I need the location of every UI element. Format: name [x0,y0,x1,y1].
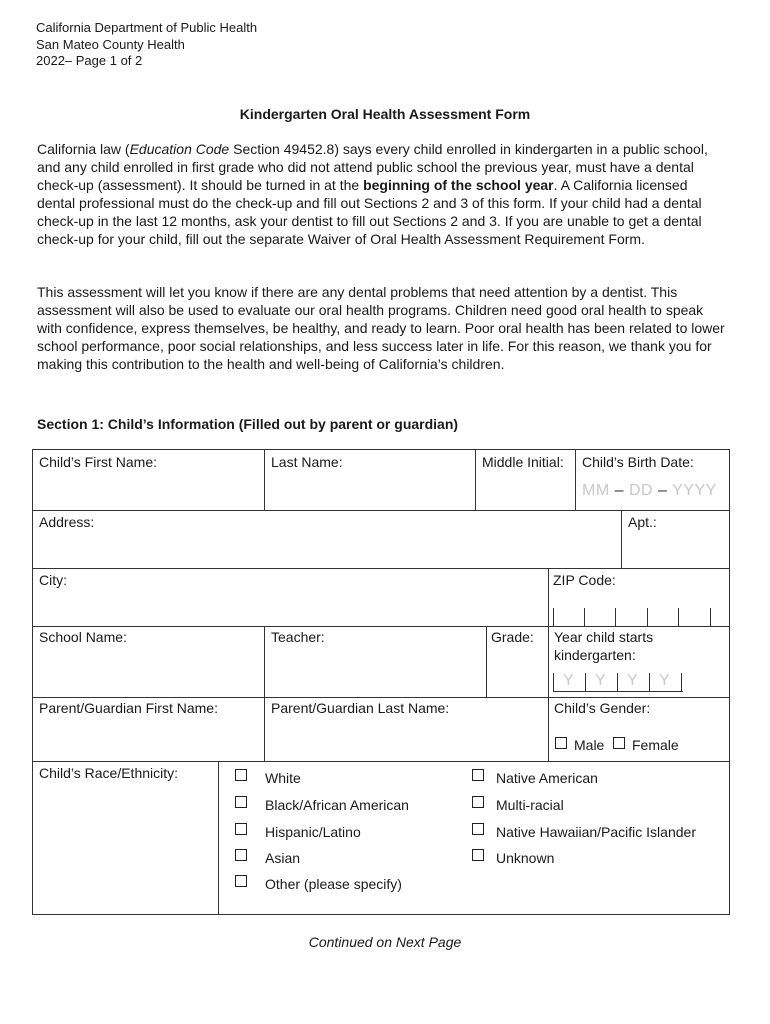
address-input[interactable] [39,534,619,564]
parent-first-name-input[interactable] [39,722,261,756]
section-1-heading: Section 1: Child’s Information (Filled out by parent or guardian) [37,416,459,432]
teacher-input[interactable] [271,654,483,692]
address-label: Address: [39,514,95,530]
race-native-american-checkbox[interactable] [472,769,484,781]
year-digit-1: Y [563,672,574,689]
intro-paragraph-1: California law (Education Code Section 49452.8) says every child enrolled in kindergarten in a public school, and any child enrolled in first grade who did not attend public school the previous year, must have a dental check-up (assessment). It should be turned in at the beginning of the school year. A California licensed dental professional must do the check-up and fill out Sections 2 and 3 of this form. If your child had a dental check-up in the last 12 months, ask your dentist to fill out Sections 2 and 3. If you are unable to get a dental check-up for your child, fill out the separate Waiver of Oral Health Assessment Requirement Form. [37,141,708,247]
page-title: Kindergarten Oral Health Assessment Form [239,106,531,122]
birth-date-input[interactable]: MM – DD – YYYY [582,482,717,499]
race-white-label: White [265,770,301,786]
gender-male-label: Male [574,737,605,753]
first-name-input[interactable] [39,476,261,506]
gender-female-label: Female [632,737,679,753]
zip-label: ZIP Code: [553,572,616,588]
city-label: City: [39,572,67,588]
year-digit-4: Y [659,672,670,689]
race-other-checkbox[interactable] [235,875,247,887]
grade-label: Grade: [491,629,534,645]
race-black-checkbox[interactable] [235,796,247,808]
teacher-label: Teacher: [271,629,325,645]
parent-last-name-input[interactable] [271,722,545,756]
race-unknown-checkbox[interactable] [472,849,484,861]
race-other-label: Other (please specify) [265,876,402,892]
page-indicator: 2022– Page 1 of 2 [36,53,143,68]
last-name-label: Last Name: [271,454,343,470]
agency-line-1: California Department of Public Health [36,20,258,35]
apt-label: Apt.: [628,514,657,530]
race-label: Child’s Race/Ethnicity: [39,765,179,781]
year-starts-label-1: Year child starts [554,629,654,645]
race-multiracial-checkbox[interactable] [472,796,484,808]
birth-date-label: Child’s Birth Date: [582,454,694,470]
race-hawaiian-label: Native Hawaiian/Pacific Islander [496,824,696,840]
grade-input[interactable] [491,654,547,692]
first-name-label: Child’s First Name: [39,454,157,470]
parent-last-name-label: Parent/Guardian Last Name: [271,700,450,716]
race-hispanic-checkbox[interactable] [235,823,247,835]
last-name-input[interactable] [271,476,473,506]
intro-paragraph-2: This assessment will let you know if there are any dental problems that need attention by a dentist. This assessment will also be used to evaluate our oral health programs. Children need good oral health to speak with confidence, express themselves, be healthy, and ready to learn. Poor oral health has been related to lower school performance, poor social relationships, and less success later in life. For this reason, we thank you for making this contribution to the health and well-being of California’s children. [37,284,725,372]
race-white-checkbox[interactable] [235,769,247,781]
race-asian-checkbox[interactable] [235,849,247,861]
child-info-form [32,449,730,915]
year-digit-3: Y [627,672,638,689]
year-digit-2: Y [595,672,606,689]
agency-line-2: San Mateo County Health [36,37,185,52]
parent-first-name-label: Parent/Guardian First Name: [39,700,218,716]
gender-female-checkbox[interactable] [613,737,625,749]
race-native-american-label: Native American [496,770,598,786]
zip-code-input[interactable] [553,608,713,626]
middle-initial-label: Middle Initial: [482,454,564,470]
continued-note: Continued on Next Page [308,934,462,950]
race-hawaiian-checkbox[interactable] [472,823,484,835]
middle-initial-input[interactable] [482,476,574,506]
school-name-label: School Name: [39,629,127,645]
city-input[interactable] [39,592,546,622]
race-unknown-label: Unknown [496,850,555,866]
race-asian-label: Asian [265,850,301,866]
apt-input[interactable] [628,534,728,564]
kindergarten-year-input[interactable] [553,673,683,692]
race-black-label: Black/African American [265,797,409,813]
gender-label: Child’s Gender: [554,700,651,716]
race-multiracial-label: Multi-racial [496,797,564,813]
gender-male-checkbox[interactable] [555,737,567,749]
race-hispanic-label: Hispanic/Latino [265,824,361,840]
year-starts-label-2: kindergarten: [554,647,636,663]
school-name-input[interactable] [39,654,261,692]
